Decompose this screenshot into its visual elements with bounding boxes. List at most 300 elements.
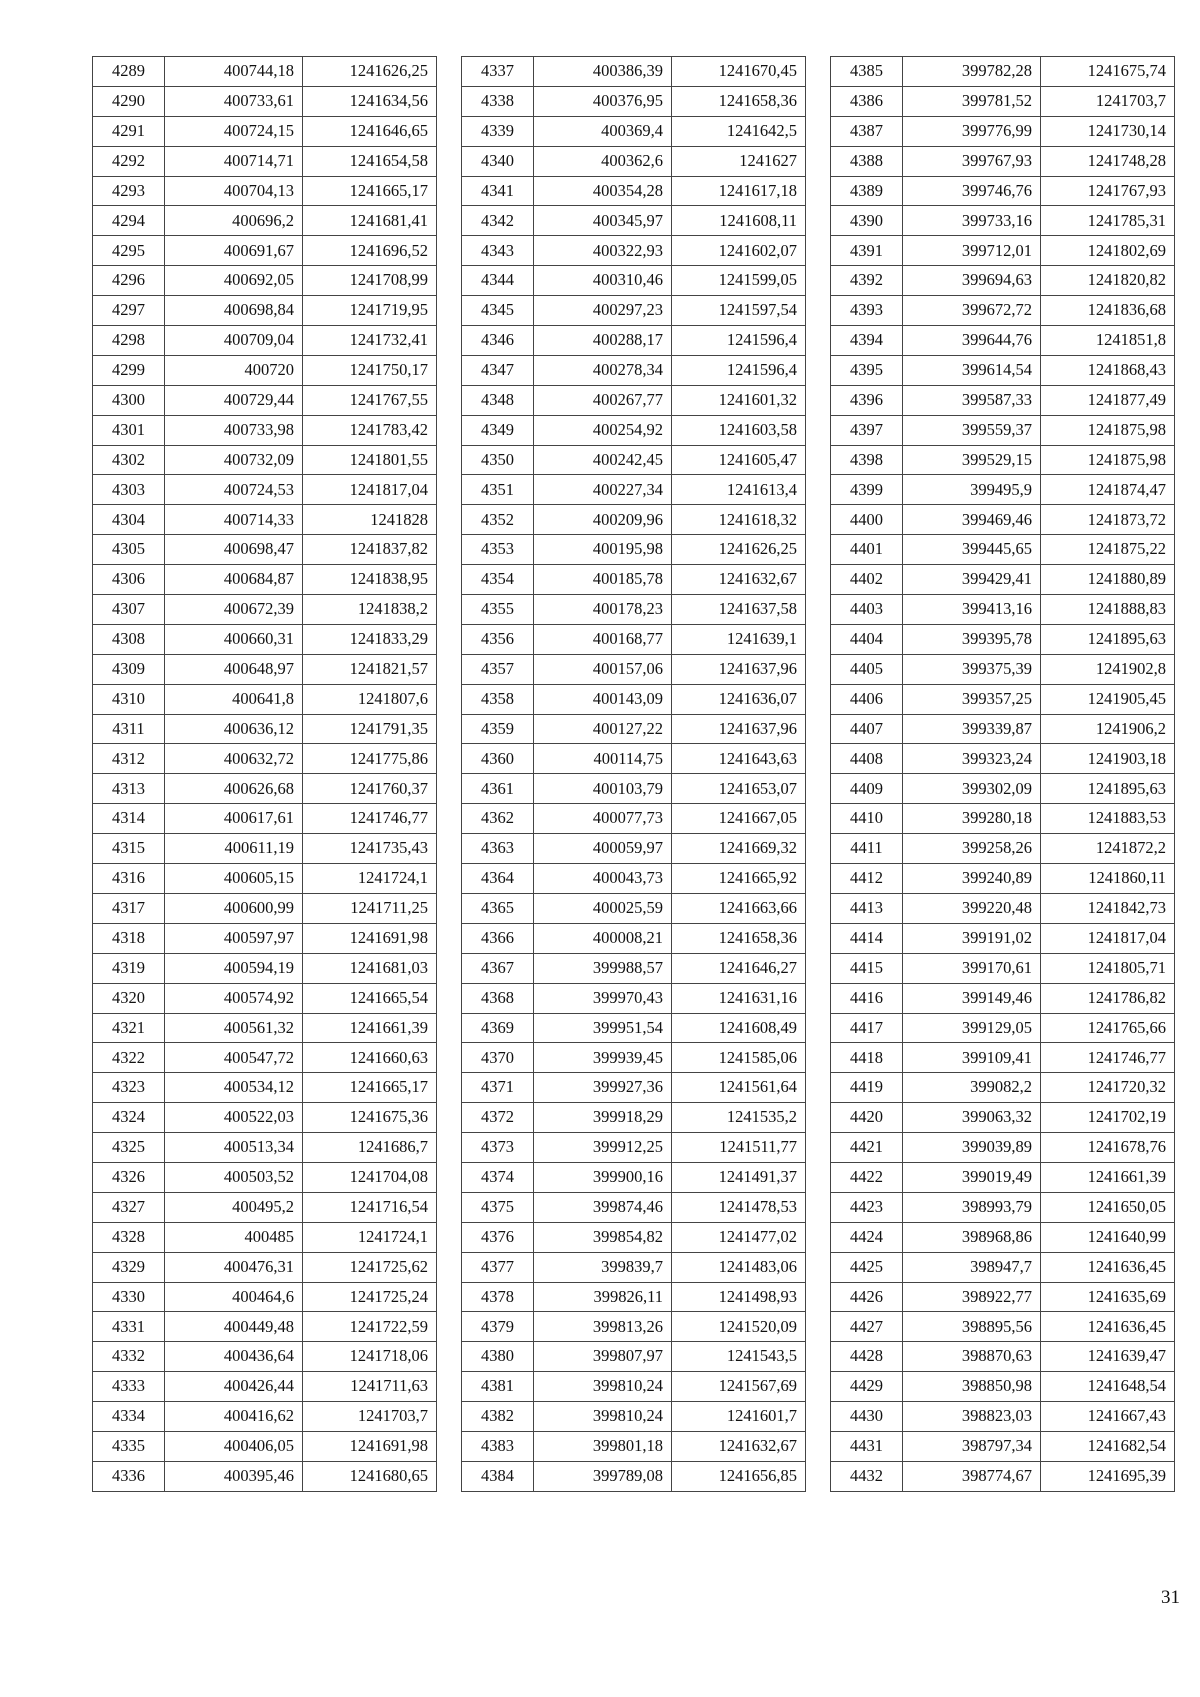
table-row: [462, 1073, 806, 1103]
point-number-cell: 4393: [831, 296, 903, 326]
table-row: [93, 1252, 437, 1282]
table-row: [831, 385, 1175, 415]
point-number-cell: 4403: [831, 595, 903, 625]
x-coordinate-cell: 400025,59: [534, 893, 672, 923]
point-number-cell: 4381: [462, 1372, 534, 1402]
point-number-cell: 4418: [831, 1043, 903, 1073]
table-row: [462, 923, 806, 953]
x-coordinate-cell: 400611,19: [165, 834, 303, 864]
point-number-cell: 4339: [462, 116, 534, 146]
point-number-cell: 4424: [831, 1222, 903, 1252]
x-coordinate-cell: 400503,52: [165, 1162, 303, 1192]
table-row: [462, 1282, 806, 1312]
table-row: [462, 445, 806, 475]
table-row: [831, 1252, 1175, 1282]
point-number-cell: 4351: [462, 475, 534, 505]
x-coordinate-cell: 399912,25: [534, 1133, 672, 1163]
x-coordinate-cell: 400376,95: [534, 86, 672, 116]
table-row: [93, 57, 437, 87]
x-coordinate-cell: 399781,52: [903, 86, 1041, 116]
y-coordinate-cell: 1241801,55: [303, 445, 437, 475]
point-number-cell: 4306: [93, 565, 165, 595]
y-coordinate-cell: 1241711,63: [303, 1372, 437, 1402]
y-coordinate-cell: 1241833,29: [303, 624, 437, 654]
y-coordinate-cell: 1241477,02: [672, 1222, 806, 1252]
x-coordinate-cell: 399854,82: [534, 1222, 672, 1252]
point-number-cell: 4326: [93, 1162, 165, 1192]
x-coordinate-cell: 400561,32: [165, 1013, 303, 1043]
point-number-cell: 4348: [462, 385, 534, 415]
y-coordinate-cell: 1241596,4: [672, 326, 806, 356]
y-coordinate-cell: 1241732,41: [303, 326, 437, 356]
x-coordinate-cell: 400698,47: [165, 535, 303, 565]
x-coordinate-cell: 400660,31: [165, 624, 303, 654]
y-coordinate-cell: 1241603,58: [672, 415, 806, 445]
table-row: [93, 1073, 437, 1103]
point-number-cell: 4289: [93, 57, 165, 87]
y-coordinate-cell: 1241660,63: [303, 1043, 437, 1073]
x-coordinate-cell: 400720: [165, 355, 303, 385]
x-coordinate-cell: 399529,15: [903, 445, 1041, 475]
table-row: [93, 1372, 437, 1402]
table-row: [462, 116, 806, 146]
point-number-cell: 4329: [93, 1252, 165, 1282]
x-coordinate-cell: 399339,87: [903, 714, 1041, 744]
point-number-cell: 4368: [462, 983, 534, 1013]
x-coordinate-cell: 399810,24: [534, 1402, 672, 1432]
table-row: [93, 1431, 437, 1461]
y-coordinate-cell: 1241636,45: [1041, 1252, 1175, 1282]
point-number-cell: 4328: [93, 1222, 165, 1252]
y-coordinate-cell: 1241608,49: [672, 1013, 806, 1043]
y-coordinate-cell: 1241691,98: [303, 1431, 437, 1461]
table-row: [831, 176, 1175, 206]
table-row: [93, 1312, 437, 1342]
x-coordinate-cell: 399019,49: [903, 1162, 1041, 1192]
x-coordinate-cell: 399323,24: [903, 744, 1041, 774]
x-coordinate-cell: 400600,99: [165, 893, 303, 923]
point-number-cell: 4295: [93, 236, 165, 266]
point-number-cell: 4359: [462, 714, 534, 744]
y-coordinate-cell: 1241667,43: [1041, 1402, 1175, 1432]
table-row: [93, 445, 437, 475]
x-coordinate-cell: 399375,39: [903, 654, 1041, 684]
table-row: [93, 535, 437, 565]
y-coordinate-cell: 1241724,1: [303, 1222, 437, 1252]
table-row: [831, 206, 1175, 236]
y-coordinate-cell: 1241665,17: [303, 1073, 437, 1103]
table-row: [831, 86, 1175, 116]
y-coordinate-cell: 1241785,31: [1041, 206, 1175, 236]
table-row: [831, 744, 1175, 774]
point-number-cell: 4349: [462, 415, 534, 445]
table-row: [462, 475, 806, 505]
x-coordinate-cell: 399767,93: [903, 146, 1041, 176]
point-number-cell: 4292: [93, 146, 165, 176]
table-row: [462, 624, 806, 654]
point-number-cell: 4428: [831, 1342, 903, 1372]
point-number-cell: 4340: [462, 146, 534, 176]
y-coordinate-cell: 1241802,69: [1041, 236, 1175, 266]
y-coordinate-cell: 1241602,07: [672, 236, 806, 266]
point-number-cell: 4343: [462, 236, 534, 266]
point-number-cell: 4314: [93, 804, 165, 834]
point-number-cell: 4387: [831, 116, 903, 146]
x-coordinate-cell: 398870,63: [903, 1342, 1041, 1372]
table-row: [93, 266, 437, 296]
y-coordinate-cell: 1241888,83: [1041, 595, 1175, 625]
y-coordinate-cell: 1241703,7: [303, 1402, 437, 1432]
y-coordinate-cell: 1241605,47: [672, 445, 806, 475]
point-number-cell: 4400: [831, 505, 903, 535]
y-coordinate-cell: 1241702,19: [1041, 1103, 1175, 1133]
x-coordinate-cell: 399258,26: [903, 834, 1041, 864]
table-row: [93, 1013, 437, 1043]
x-coordinate-cell: 400709,04: [165, 326, 303, 356]
x-coordinate-cell: 400310,46: [534, 266, 672, 296]
table-row: [831, 116, 1175, 146]
x-coordinate-cell: 400696,2: [165, 206, 303, 236]
x-coordinate-cell: 400641,8: [165, 684, 303, 714]
table-row: [93, 236, 437, 266]
y-coordinate-cell: 1241748,28: [1041, 146, 1175, 176]
table-row: [93, 1192, 437, 1222]
table-row: [462, 1162, 806, 1192]
y-coordinate-cell: 1241678,76: [1041, 1133, 1175, 1163]
table-row: [93, 953, 437, 983]
x-coordinate-cell: 399826,11: [534, 1282, 672, 1312]
point-number-cell: 4325: [93, 1133, 165, 1163]
x-coordinate-cell: 400168,77: [534, 624, 672, 654]
point-number-cell: 4370: [462, 1043, 534, 1073]
y-coordinate-cell: 1241842,73: [1041, 893, 1175, 923]
y-coordinate-cell: 1241680,65: [303, 1461, 437, 1491]
y-coordinate-cell: 1241596,4: [672, 355, 806, 385]
point-number-cell: 4415: [831, 953, 903, 983]
y-coordinate-cell: 1241791,35: [303, 714, 437, 744]
point-number-cell: 4323: [93, 1073, 165, 1103]
table-row: [831, 535, 1175, 565]
x-coordinate-cell: 399429,41: [903, 565, 1041, 595]
table-row: [831, 804, 1175, 834]
x-coordinate-cell: 400698,84: [165, 296, 303, 326]
point-number-cell: 4374: [462, 1162, 534, 1192]
table-row: [462, 893, 806, 923]
y-coordinate-cell: 1241520,09: [672, 1312, 806, 1342]
point-number-cell: 4409: [831, 774, 903, 804]
y-coordinate-cell: 1241719,95: [303, 296, 437, 326]
point-number-cell: 4312: [93, 744, 165, 774]
x-coordinate-cell: 399082,2: [903, 1073, 1041, 1103]
point-number-cell: 4414: [831, 923, 903, 953]
point-number-cell: 4385: [831, 57, 903, 87]
y-coordinate-cell: 1241903,18: [1041, 744, 1175, 774]
y-coordinate-cell: 1241765,66: [1041, 1013, 1175, 1043]
x-coordinate-cell: 400574,92: [165, 983, 303, 1013]
x-coordinate-cell: 400464,6: [165, 1282, 303, 1312]
x-coordinate-cell: 398922,77: [903, 1282, 1041, 1312]
x-coordinate-cell: 400522,03: [165, 1103, 303, 1133]
x-coordinate-cell: 400534,12: [165, 1073, 303, 1103]
point-number-cell: 4411: [831, 834, 903, 864]
table-row: [93, 1342, 437, 1372]
table-row: [462, 1372, 806, 1402]
point-number-cell: 4378: [462, 1282, 534, 1312]
x-coordinate-cell: 400672,39: [165, 595, 303, 625]
point-number-cell: 4426: [831, 1282, 903, 1312]
y-coordinate-cell: 1241608,11: [672, 206, 806, 236]
x-coordinate-cell: 400077,73: [534, 804, 672, 834]
y-coordinate-cell: 1241646,65: [303, 116, 437, 146]
point-number-cell: 4357: [462, 654, 534, 684]
point-number-cell: 4402: [831, 565, 903, 595]
table-row: [831, 1192, 1175, 1222]
table-row: [93, 86, 437, 116]
point-number-cell: 4290: [93, 86, 165, 116]
point-number-cell: 4429: [831, 1372, 903, 1402]
point-number-cell: 4315: [93, 834, 165, 864]
table-row: [462, 953, 806, 983]
point-number-cell: 4398: [831, 445, 903, 475]
y-coordinate-cell: 1241805,71: [1041, 953, 1175, 983]
y-coordinate-cell: 1241567,69: [672, 1372, 806, 1402]
table-row: [831, 1043, 1175, 1073]
y-coordinate-cell: 1241663,66: [672, 893, 806, 923]
table-row: [831, 1461, 1175, 1491]
y-coordinate-cell: 1241636,07: [672, 684, 806, 714]
point-number-cell: 4338: [462, 86, 534, 116]
point-number-cell: 4373: [462, 1133, 534, 1163]
point-number-cell: 4298: [93, 326, 165, 356]
x-coordinate-cell: 400209,96: [534, 505, 672, 535]
table-row: [93, 1282, 437, 1312]
point-number-cell: 4412: [831, 864, 903, 894]
table-row: [93, 744, 437, 774]
table-row: [831, 1133, 1175, 1163]
table-row: [93, 146, 437, 176]
point-number-cell: 4362: [462, 804, 534, 834]
table-row: [831, 624, 1175, 654]
point-number-cell: 4311: [93, 714, 165, 744]
x-coordinate-cell: 399776,99: [903, 116, 1041, 146]
y-coordinate-cell: 1241599,05: [672, 266, 806, 296]
point-number-cell: 4305: [93, 535, 165, 565]
point-number-cell: 4416: [831, 983, 903, 1013]
x-coordinate-cell: 400103,79: [534, 774, 672, 804]
x-coordinate-cell: 400648,97: [165, 654, 303, 684]
coordinate-table-2: [461, 56, 806, 1492]
x-coordinate-cell: 400406,05: [165, 1431, 303, 1461]
x-coordinate-cell: 400059,97: [534, 834, 672, 864]
x-coordinate-cell: 400626,68: [165, 774, 303, 804]
table-row: [831, 1312, 1175, 1342]
x-coordinate-cell: 399280,18: [903, 804, 1041, 834]
point-number-cell: 4345: [462, 296, 534, 326]
table-row: [93, 296, 437, 326]
y-coordinate-cell: 1241760,37: [303, 774, 437, 804]
y-coordinate-cell: 1241535,2: [672, 1103, 806, 1133]
table-row: [831, 1162, 1175, 1192]
x-coordinate-cell: 399302,09: [903, 774, 1041, 804]
point-number-cell: 4301: [93, 415, 165, 445]
table-row: [462, 804, 806, 834]
table-row: [93, 684, 437, 714]
y-coordinate-cell: 1241640,99: [1041, 1222, 1175, 1252]
point-number-cell: 4388: [831, 146, 903, 176]
point-number-cell: 4377: [462, 1252, 534, 1282]
y-coordinate-cell: 1241478,53: [672, 1192, 806, 1222]
x-coordinate-cell: 400354,28: [534, 176, 672, 206]
y-coordinate-cell: 1241665,17: [303, 176, 437, 206]
table-row: [462, 983, 806, 1013]
coordinate-table-3: [830, 56, 1175, 1492]
table-body: [93, 57, 437, 1492]
y-coordinate-cell: 1241883,53: [1041, 804, 1175, 834]
table-row: [831, 893, 1175, 923]
x-coordinate-cell: 400008,21: [534, 923, 672, 953]
point-number-cell: 4406: [831, 684, 903, 714]
y-coordinate-cell: 1241720,32: [1041, 1073, 1175, 1103]
point-number-cell: 4425: [831, 1252, 903, 1282]
table-row: [831, 415, 1175, 445]
table-row: [462, 834, 806, 864]
x-coordinate-cell: 398823,03: [903, 1402, 1041, 1432]
x-coordinate-cell: 400617,61: [165, 804, 303, 834]
table-row: [831, 1222, 1175, 1252]
x-coordinate-cell: 400157,06: [534, 654, 672, 684]
point-number-cell: 4364: [462, 864, 534, 894]
point-number-cell: 4422: [831, 1162, 903, 1192]
x-coordinate-cell: 398774,67: [903, 1461, 1041, 1491]
point-number-cell: 4344: [462, 266, 534, 296]
table-row: [831, 355, 1175, 385]
table-row: [831, 595, 1175, 625]
point-number-cell: 4322: [93, 1043, 165, 1073]
x-coordinate-cell: 399672,72: [903, 296, 1041, 326]
point-number-cell: 4319: [93, 953, 165, 983]
y-coordinate-cell: 1241498,93: [672, 1282, 806, 1312]
y-coordinate-cell: 1241724,1: [303, 864, 437, 894]
x-coordinate-cell: 399395,78: [903, 624, 1041, 654]
x-coordinate-cell: 400345,97: [534, 206, 672, 236]
table-row: [831, 565, 1175, 595]
y-coordinate-cell: 1241828: [303, 505, 437, 535]
y-coordinate-cell: 1241767,93: [1041, 176, 1175, 206]
point-number-cell: 4408: [831, 744, 903, 774]
table-row: [462, 1461, 806, 1491]
point-number-cell: 4371: [462, 1073, 534, 1103]
table-row: [831, 1402, 1175, 1432]
x-coordinate-cell: 400691,67: [165, 236, 303, 266]
y-coordinate-cell: 1241820,82: [1041, 266, 1175, 296]
x-coordinate-cell: 399810,24: [534, 1372, 672, 1402]
y-coordinate-cell: 1241703,7: [1041, 86, 1175, 116]
x-coordinate-cell: 399614,54: [903, 355, 1041, 385]
x-coordinate-cell: 400362,6: [534, 146, 672, 176]
table-row: [462, 86, 806, 116]
x-coordinate-cell: 399813,26: [534, 1312, 672, 1342]
y-coordinate-cell: 1241868,43: [1041, 355, 1175, 385]
x-coordinate-cell: 399900,16: [534, 1162, 672, 1192]
table-row: [93, 804, 437, 834]
x-coordinate-cell: 400195,98: [534, 535, 672, 565]
point-number-cell: 4342: [462, 206, 534, 236]
point-number-cell: 4356: [462, 624, 534, 654]
y-coordinate-cell: 1241658,36: [672, 923, 806, 953]
table-row: [462, 684, 806, 714]
y-coordinate-cell: 1241725,62: [303, 1252, 437, 1282]
x-coordinate-cell: 400369,4: [534, 116, 672, 146]
point-number-cell: 4309: [93, 654, 165, 684]
table-row: [831, 475, 1175, 505]
point-number-cell: 4432: [831, 1461, 903, 1491]
point-number-cell: 4394: [831, 326, 903, 356]
x-coordinate-cell: 400297,23: [534, 296, 672, 326]
y-coordinate-cell: 1241627: [672, 146, 806, 176]
point-number-cell: 4353: [462, 535, 534, 565]
x-coordinate-cell: 398968,86: [903, 1222, 1041, 1252]
table-row: [93, 1103, 437, 1133]
table-row: [93, 505, 437, 535]
y-coordinate-cell: 1241807,6: [303, 684, 437, 714]
point-number-cell: 4334: [93, 1402, 165, 1432]
table-row: [462, 355, 806, 385]
table-row: [462, 565, 806, 595]
point-number-cell: 4367: [462, 953, 534, 983]
table-row: [93, 834, 437, 864]
y-coordinate-cell: 1241895,63: [1041, 774, 1175, 804]
y-coordinate-cell: 1241750,17: [303, 355, 437, 385]
table-row: [93, 1402, 437, 1432]
x-coordinate-cell: 400724,15: [165, 116, 303, 146]
x-coordinate-cell: 400476,31: [165, 1252, 303, 1282]
x-coordinate-cell: 400143,09: [534, 684, 672, 714]
point-number-cell: 4316: [93, 864, 165, 894]
x-coordinate-cell: 400632,72: [165, 744, 303, 774]
table-row: [831, 1103, 1175, 1133]
y-coordinate-cell: 1241877,49: [1041, 385, 1175, 415]
x-coordinate-cell: 399644,76: [903, 326, 1041, 356]
y-coordinate-cell: 1241730,14: [1041, 116, 1175, 146]
point-number-cell: 4419: [831, 1073, 903, 1103]
y-coordinate-cell: 1241686,7: [303, 1133, 437, 1163]
y-coordinate-cell: 1241880,89: [1041, 565, 1175, 595]
point-number-cell: 4395: [831, 355, 903, 385]
table-row: [93, 1133, 437, 1163]
y-coordinate-cell: 1241635,69: [1041, 1282, 1175, 1312]
point-number-cell: 4382: [462, 1402, 534, 1432]
point-number-cell: 4293: [93, 176, 165, 206]
x-coordinate-cell: 400513,34: [165, 1133, 303, 1163]
y-coordinate-cell: 1241543,5: [672, 1342, 806, 1372]
x-coordinate-cell: 399801,18: [534, 1431, 672, 1461]
point-number-cell: 4327: [93, 1192, 165, 1222]
x-coordinate-cell: 400704,13: [165, 176, 303, 206]
point-number-cell: 4375: [462, 1192, 534, 1222]
x-coordinate-cell: 399988,57: [534, 953, 672, 983]
x-coordinate-cell: 399807,97: [534, 1342, 672, 1372]
y-coordinate-cell: 1241718,06: [303, 1342, 437, 1372]
table-row: [831, 266, 1175, 296]
y-coordinate-cell: 1241646,27: [672, 953, 806, 983]
table-row: [831, 296, 1175, 326]
point-number-cell: 4384: [462, 1461, 534, 1491]
y-coordinate-cell: 1241648,54: [1041, 1372, 1175, 1402]
x-coordinate-cell: 400724,53: [165, 475, 303, 505]
y-coordinate-cell: 1241767,55: [303, 385, 437, 415]
table-row: [831, 1372, 1175, 1402]
x-coordinate-cell: 398993,79: [903, 1192, 1041, 1222]
